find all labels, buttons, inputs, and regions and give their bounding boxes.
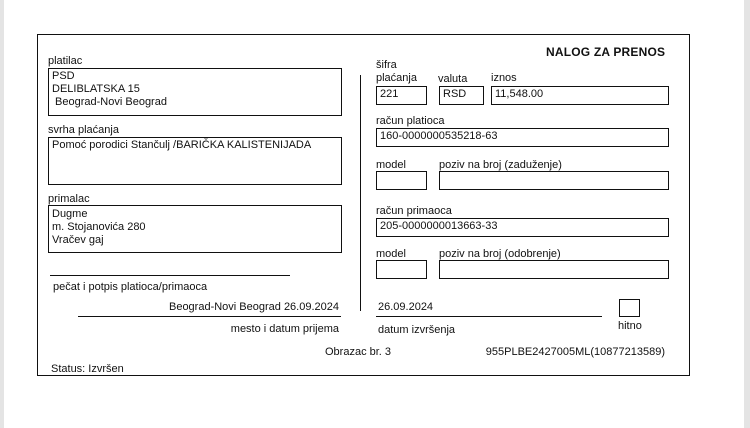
debit-model-label: model bbox=[376, 159, 406, 171]
credit-model-field[interactable] bbox=[376, 260, 427, 279]
currency-value: RSD bbox=[443, 88, 467, 100]
payer-account-value: 160-0000000535218-63 bbox=[380, 130, 498, 142]
place-date-label: mesto i datum prijema bbox=[230, 323, 339, 335]
right-page-edge bbox=[744, 0, 750, 428]
payment-order-form bbox=[37, 34, 690, 376]
payer-account-field[interactable] bbox=[376, 128, 669, 147]
execution-date-value: 26.09.2024 bbox=[378, 301, 434, 313]
debit-model-field[interactable] bbox=[376, 171, 427, 190]
currency-label: valuta bbox=[438, 73, 468, 85]
place-date-line bbox=[78, 316, 341, 317]
purpose-field[interactable] bbox=[48, 137, 342, 185]
payer-name: PSD bbox=[52, 70, 75, 82]
amount-label: iznos bbox=[491, 72, 517, 84]
urgent-label: hitno bbox=[618, 320, 642, 332]
form-number: Obrazac br. 3 bbox=[325, 346, 392, 358]
execution-date-label: datum izvršenja bbox=[378, 324, 456, 336]
payer-label: platilac bbox=[48, 55, 83, 67]
credit-reference-label: poziv na broj (odobrenje) bbox=[439, 248, 561, 260]
recipient-label: primalac bbox=[48, 193, 90, 205]
recipient-account-value: 205-0000000013663-33 bbox=[380, 220, 498, 232]
execution-date-line bbox=[376, 316, 602, 317]
left-page-edge bbox=[0, 0, 4, 428]
recipient-city: Vračev gaj bbox=[52, 234, 104, 246]
signature-label: pečat i potpis platioca/primaoca bbox=[53, 281, 208, 293]
debit-reference-label: poziv na broj (zaduženje) bbox=[439, 159, 562, 171]
recipient-account-field[interactable] bbox=[376, 218, 669, 237]
credit-model-label: model bbox=[376, 248, 406, 260]
recipient-name: Dugme bbox=[52, 208, 88, 220]
payment-code-field[interactable] bbox=[376, 86, 427, 105]
payer-field[interactable] bbox=[48, 68, 342, 116]
recipient-street: m. Stojanovića 280 bbox=[52, 221, 146, 233]
urgent-checkbox[interactable] bbox=[619, 299, 640, 317]
status-text: Status: Izvršen bbox=[51, 363, 124, 375]
payment-code-label-line2: plaćanja bbox=[376, 72, 417, 84]
purpose-value: Pomoć porodici Stančulj /BARIČKA KALISTENIJADA bbox=[52, 139, 312, 151]
debit-reference-field[interactable] bbox=[439, 171, 669, 190]
payer-account-label: račun platioca bbox=[376, 115, 445, 127]
payment-code-label-line1: šifra bbox=[376, 59, 397, 71]
credit-reference-field[interactable] bbox=[439, 260, 669, 279]
recipient-field[interactable] bbox=[48, 205, 342, 253]
form-title: NALOG ZA PRENOS bbox=[546, 45, 666, 59]
reference-code: 955PLBE2427005ML(10877213589) bbox=[485, 346, 665, 358]
payer-street: DELIBLATSKA 15 bbox=[52, 83, 140, 95]
place-date-value: Beograd-Novi Beograd 26.09.2024 bbox=[168, 301, 339, 313]
signature-line bbox=[50, 275, 290, 276]
column-divider bbox=[360, 75, 361, 311]
payer-city: Beograd-Novi Beograd bbox=[52, 96, 167, 108]
purpose-label: svrha plaćanja bbox=[48, 124, 119, 136]
amount-value: 11,548.00 bbox=[495, 88, 544, 100]
payment-code-value: 221 bbox=[380, 88, 399, 100]
amount-field[interactable] bbox=[491, 86, 669, 105]
currency-field[interactable] bbox=[439, 86, 484, 105]
recipient-account-label: račun primaoca bbox=[376, 205, 452, 217]
